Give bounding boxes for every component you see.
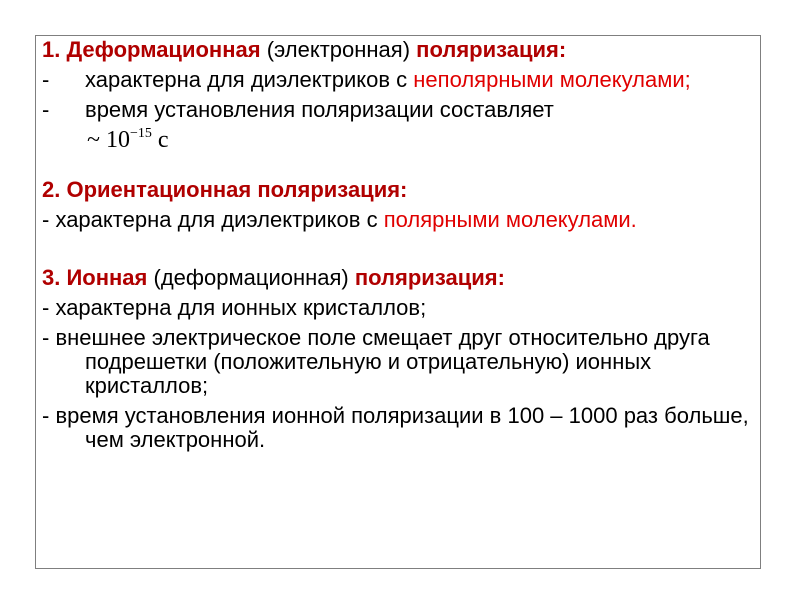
section-2-item-1 (42, 208, 758, 232)
section-3-item-2: - внешнее электрическое поле смещает друг относительно друга подрешетки (положительную и отрицательную) ионных кристаллов; (42, 325, 710, 398)
section-1-heading (42, 38, 758, 62)
section-3-item-1: - характерна для ионных кристаллов; (42, 295, 427, 320)
section-3-number: 3. (42, 265, 61, 290)
time-formula (87, 122, 758, 158)
section-2-number: 2. (42, 177, 61, 202)
section-1-title-main: Деформационная (66, 37, 261, 62)
section-1-title-paren: (электронная) (266, 37, 411, 62)
section-1-item-2-text: время установления поляризации составляет (85, 97, 554, 122)
section-2-heading (42, 178, 758, 202)
section-1-title-end: поляризация: (416, 37, 567, 62)
section-3-item-3: - время установления ионной поляризации в 100 – 1000 раз больше, чем электронной. (42, 403, 749, 452)
section-3-title-paren: (деформационная) (153, 265, 349, 290)
section-1-item-2 (42, 98, 758, 122)
section-1-item-1-text: характерна для диэлектриков с (85, 67, 408, 92)
section-1-item-1-dash: - (42, 67, 50, 92)
section-2-title: Ориентационная поляризация: (66, 177, 408, 202)
section-3-title-main: Ионная (66, 265, 148, 290)
formula-unit: с (157, 127, 169, 153)
formula-exponent: −15 (129, 126, 152, 141)
section-2-item-1-highlight: полярными молекулами. (383, 207, 637, 232)
section-3-heading (42, 266, 758, 290)
section-1-item-2-dash: - (42, 97, 50, 122)
section-2-item-1-text: - характерна для диэлектриков с (42, 207, 378, 232)
section-1-item-1-highlight: неполярными молекулами; (413, 67, 691, 92)
section-3-title-end: поляризация: (354, 265, 505, 290)
formula-base: ~ 10 (87, 127, 130, 153)
slide-content (42, 38, 758, 452)
section-1-number: 1. (42, 37, 61, 62)
section-1-item-1 (42, 68, 758, 92)
